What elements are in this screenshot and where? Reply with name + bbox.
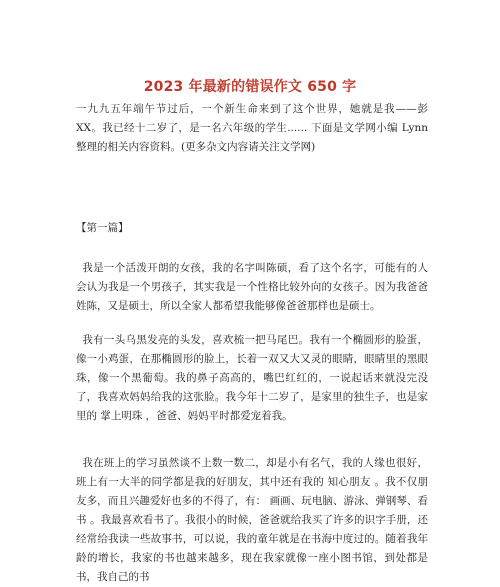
body-paragraph: 我有一头乌黑发亮的头发，喜欢梳一把马尾巴。我有一个椭圆形的脸蛋，像一小鸡蛋，在那椭圆形的脸上，长着一双又大又灵的眼睛，眼睛里的黑眼珠，像一个黑葡萄。我的鼻子高高的，嘴巴红红的，一说起话来就没完没了，我喜欢妈妈给我的这张脸。我今年十二岁了，是家里的独生子，也是家里的 掌上明珠 ，爸爸、妈妈平时都爱宠着我。: [76, 334, 428, 422]
body-paragraph: 我是一个活泼开朗的女孩，我的名字叫陈硕，看了这个名字，可能有的人会认为我是一个男孩子，其实我是一个性格比较外向的女孩子。因为我爸爸姓陈，又是硕士，所以全家人都希望我能够像爸爸那样也是硕士。: [76, 262, 428, 312]
document-title: 2023 年最新的错误作文 650 字: [143, 79, 357, 95]
intro-paragraph: 一九九五年端午节过后，一个新生命来到了这个世界，她就是我——彭 XX。我已经十二岁了，是一名六年级的学生...... 下面是文学网小编 Lynn 整理的相关内容资料。(更多杂文内容请关注文学网): [76, 103, 428, 153]
body-paragraph: 我在班上的学习虽然谈不上数一数二，却是小有名气，我的人缘也很好，班上有一大半的同学都是我的好朋友，其中还有我的 知心朋友 。我不仅朋友多，而且兴趣爱好也多的不得了，有： 画画、玩电脑、游泳、弹钢琴、看书 。我最喜欢看书了。我很小的时候，爸爸就给我买了许多的识字手册，还经常给我读一些故事书，可以说，我的童年就是在书海中度过的。随着我年龄的增长，我家的书也越来越多，现在我家就像一座小图书馆，到处都是书，我自己的书: [76, 457, 428, 583]
section-label: 【第一篇】: [76, 222, 129, 234]
